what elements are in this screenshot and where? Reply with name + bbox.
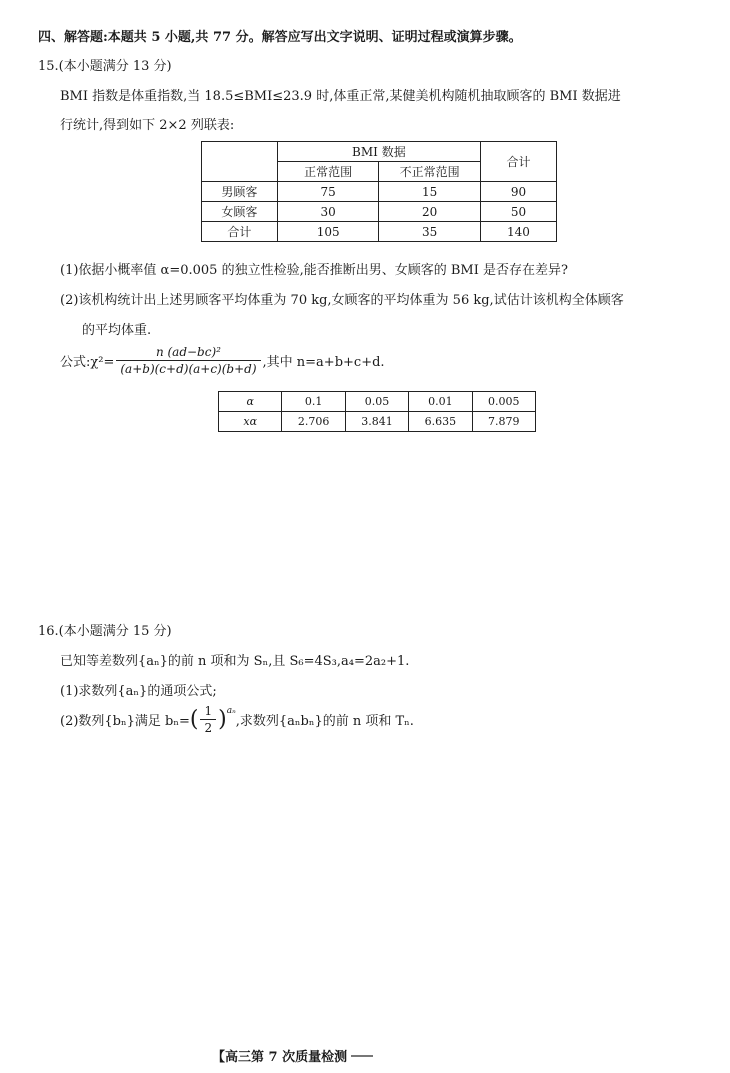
formula-suffix: ,其中 n=a+b+c+d. bbox=[262, 355, 385, 370]
alpha-value: 0.01 bbox=[409, 392, 472, 412]
table-corner-cell bbox=[202, 142, 278, 182]
q16-part2 bbox=[60, 704, 414, 735]
critical-value: 3.841 bbox=[345, 412, 408, 432]
table-row bbox=[202, 222, 557, 242]
table-cell: 140 bbox=[480, 222, 556, 242]
q15-intro-line2: 行统计,得到如下 2×2 列联表: bbox=[60, 118, 235, 133]
half-fraction bbox=[200, 704, 216, 735]
q15-part2-line2: 的平均体重. bbox=[82, 323, 152, 338]
table-row-label: 合计 bbox=[202, 222, 278, 242]
contingency-table bbox=[201, 141, 557, 242]
critical-value: 2.706 bbox=[282, 412, 345, 432]
table-cell: 90 bbox=[480, 182, 556, 202]
critical-value-table bbox=[218, 391, 536, 432]
exponent: aₙ bbox=[226, 706, 236, 716]
q16-part1: (1)求数列{aₙ}的通项公式; bbox=[60, 684, 217, 699]
alpha-label: α bbox=[219, 392, 282, 412]
section-heading: 四、解答题:本题共 5 小题,共 77 分。解答应写出文字说明、证明过程或演算步骤。 bbox=[38, 30, 522, 45]
formula-prefix: 公式:χ²= bbox=[60, 355, 115, 370]
chi-square-formula bbox=[60, 345, 385, 376]
alpha-value: 0.005 bbox=[472, 392, 535, 412]
formula-denominator: (a+b)(c+d)(a+c)(b+d) bbox=[120, 362, 257, 376]
q15-part2-line1: (2)该机构统计出上述男顾客平均体重为 70 kg,女顾客的平均体重为 56 kg,试估计该机构全体顾客 bbox=[60, 293, 624, 308]
table-total-header: 合计 bbox=[480, 142, 556, 182]
q15-part1: (1)依据小概率值 α=0.005 的独立性检验,能否推断出男、女顾客的 BMI 是否存在差异? bbox=[60, 263, 568, 278]
q15-intro-line1: BMI 指数是体重指数,当 18.5≤BMI≤23.9 时,体重正常,某健美机构随机抽取顾客的 BMI 数据进 bbox=[60, 89, 621, 104]
q16-part2-suffix: ,求数列{aₙbₙ}的前 n 项和 Tₙ. bbox=[235, 714, 414, 729]
q16-line1: 已知等差数列{aₙ}的前 n 项和为 Sₙ,且 S₆=4S₃,a₄=2a₂+1. bbox=[60, 654, 410, 669]
critical-value: 6.635 bbox=[409, 412, 472, 432]
table-col-header: 正常范围 bbox=[277, 162, 379, 182]
x-alpha-label: xα bbox=[219, 412, 282, 432]
formula-fraction bbox=[116, 345, 260, 376]
table-row bbox=[202, 182, 557, 202]
q15-title: 15.(本小题满分 13 分) bbox=[38, 59, 172, 74]
table-group-header: BMI 数据 bbox=[277, 142, 480, 162]
table-cell: 15 bbox=[379, 182, 480, 202]
formula-numerator: n (ad−bc)² bbox=[116, 345, 260, 361]
table-cell: 20 bbox=[379, 202, 480, 222]
alpha-value: 0.05 bbox=[345, 392, 408, 412]
table-cell: 30 bbox=[277, 202, 379, 222]
table-row-label: 女顾客 bbox=[202, 202, 278, 222]
left-paren-glyph: ( bbox=[189, 707, 199, 732]
table-cell: 50 bbox=[480, 202, 556, 222]
table-col-header: 不正常范围 bbox=[379, 162, 480, 182]
q16-title: 16.(本小题满分 15 分) bbox=[38, 624, 172, 639]
table-row bbox=[202, 202, 557, 222]
footer-dash-icon bbox=[351, 1055, 373, 1057]
alpha-value: 0.1 bbox=[282, 392, 345, 412]
table-cell: 75 bbox=[277, 182, 379, 202]
table-cell: 35 bbox=[379, 222, 480, 242]
table-cell: 105 bbox=[277, 222, 379, 242]
half-denominator: 2 bbox=[204, 721, 213, 735]
critical-value: 7.879 bbox=[472, 412, 535, 432]
right-paren-glyph: ) bbox=[218, 707, 227, 732]
q16-part2-prefix: (2)数列{bₙ}满足 bₙ= bbox=[60, 714, 190, 729]
footer-text: 【高三第 7 次质量检测 bbox=[212, 1050, 348, 1065]
footer bbox=[212, 1046, 373, 1065]
table-row-label: 男顾客 bbox=[202, 182, 278, 202]
half-numerator: 1 bbox=[200, 704, 216, 720]
